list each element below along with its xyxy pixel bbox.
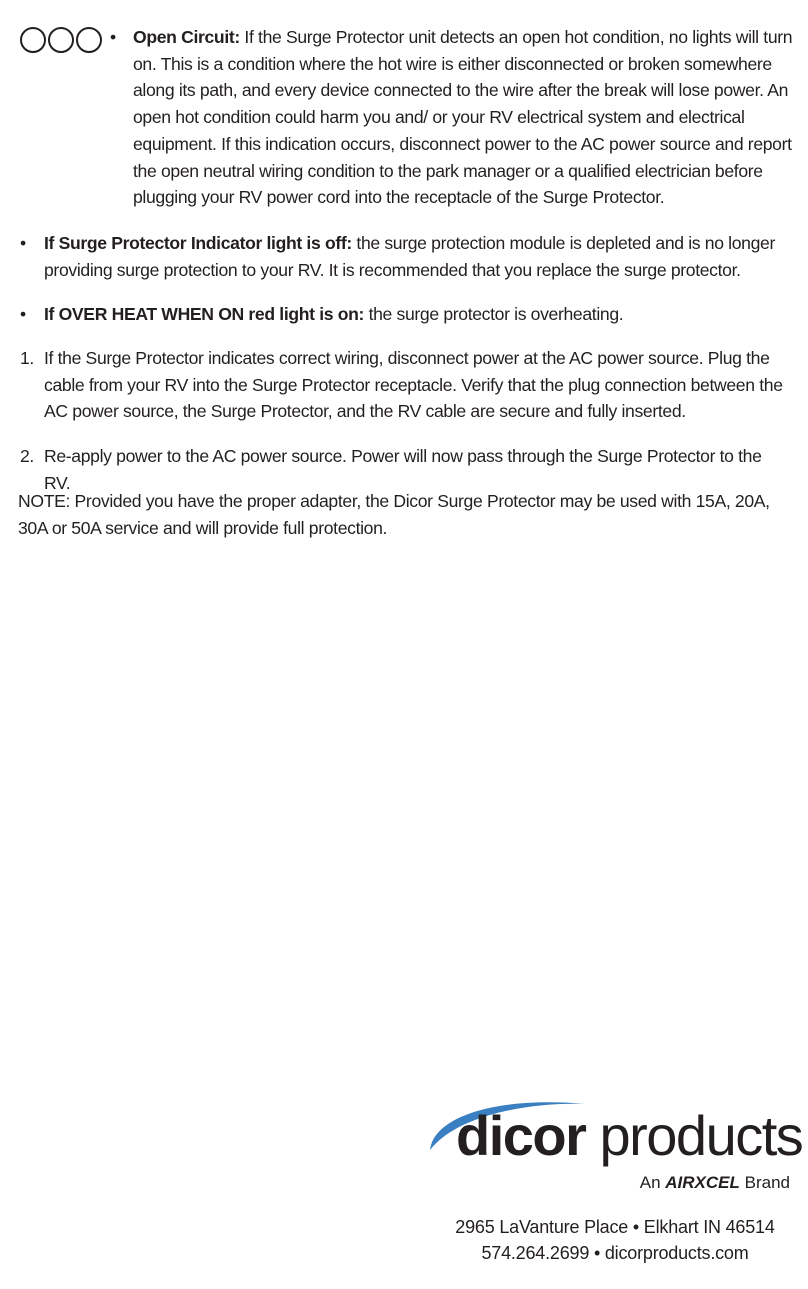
overheat-description: the surge protector is overheating.: [364, 304, 624, 324]
contact-line: 574.264.2699 • dicorproducts.com: [481, 1243, 749, 1263]
indicator-lights-all-off: [20, 27, 104, 53]
open-circuit-label: Open Circuit:: [133, 27, 240, 47]
indicator-light-off-icon: [20, 27, 46, 53]
address-line: 2965 LaVanture Place • Elkhart IN 46514: [455, 1217, 775, 1237]
indicator-light-off-icon: [48, 27, 74, 53]
note-paragraph: NOTE: Provided you have the proper adapter, the Dicor Surge Protector may be used with 15A, 20A, 30A or 50A service and will provide full protection.: [18, 491, 770, 538]
dicor-products-logo: [428, 1090, 803, 1200]
step-text: If the Surge Protector indicates correct wiring, disconnect power at the AC power source. Plug the cable from your RV into the Surge Protector receptacle. Verify that the plug connection between the AC power source, the Surge Protector, and the RV cable are secure and fully inserted.: [44, 348, 783, 422]
open-circuit-text: [133, 24, 793, 211]
indicator-off-label: If Surge Protector Indicator light is off:: [44, 233, 352, 253]
bullet-icon: •: [110, 27, 116, 47]
step-number: 1.: [20, 348, 34, 368]
logo-tagline: An AIRXCEL Brand: [639, 1173, 790, 1192]
indicator-light-off-icon: [76, 27, 102, 53]
bullet-icon: •: [20, 233, 26, 253]
bullet-icon: •: [20, 304, 26, 324]
overheat-label: If OVER HEAT WHEN ON red light is on:: [44, 304, 365, 324]
step-number: 2.: [20, 446, 34, 466]
logo-dicor-word: dicor: [456, 1104, 586, 1167]
logo-products-word: products: [585, 1104, 803, 1167]
step-text: Re-apply power to the AC power source. Power will now pass through the Surge Protector to the RV.: [44, 446, 762, 493]
company-address: [440, 1214, 790, 1266]
open-circuit-description: If the Surge Protector unit detects an open hot condition, no lights will turn on. This is a condition where the hot wire is either disconnected or broken somewhere along its path, and every device connected to the wire after the break will lose power. An open hot condition could harm you and/ or your RV electrical system and electrical equipment. If this indication occurs, disconnect power to the AC power source and report the open neutral wiring condition to the park manager or a qualified electrician before plugging your RV power cord into the receptacle of the Surge Protector.: [133, 27, 793, 208]
indicator-off-description: the surge protection module is depleted and is no longer providing surge protection to your RV. It is recommended that you replace the surge protector.: [44, 233, 775, 280]
airxcel-brand: AIRXCEL: [665, 1173, 740, 1192]
